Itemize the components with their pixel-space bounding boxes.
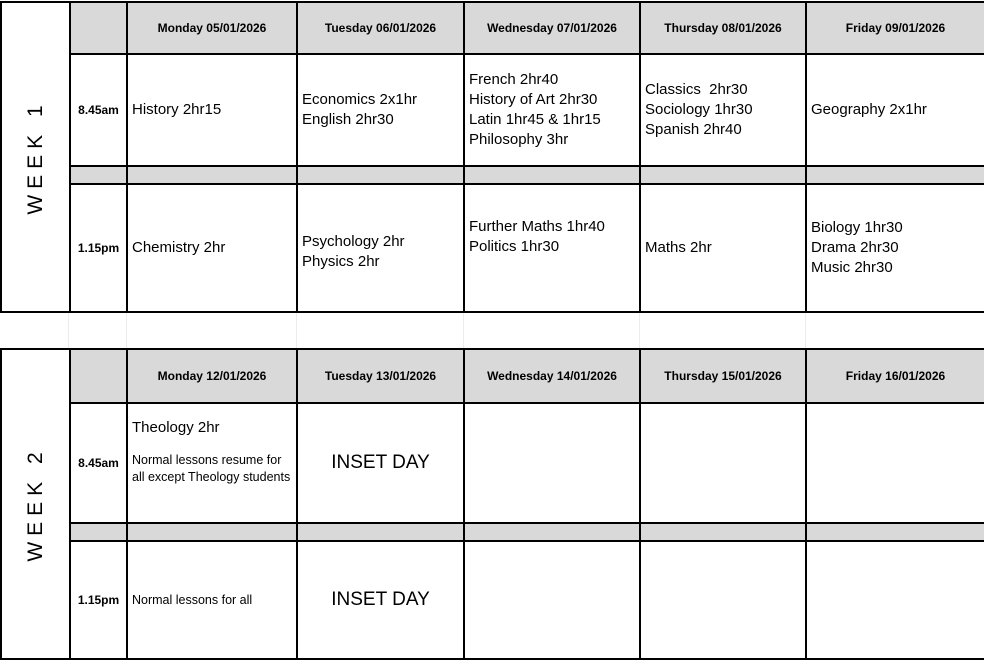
week1-wed-pm (464, 184, 640, 312)
exam-entry: Chemistry 2hr (132, 239, 226, 256)
day-header: Friday 16/01/2026 (806, 349, 984, 403)
day-header: Wednesday 14/01/2026 (464, 349, 640, 403)
week2-corner (70, 349, 127, 403)
week2-wed-am (464, 403, 640, 523)
week1-tue-am (297, 54, 464, 166)
time-slot-am: 8.45am (70, 54, 127, 166)
lesson-note: Normal lessons for all (132, 592, 253, 607)
time-slot-pm: 1.15pm (70, 184, 127, 312)
exam-entry: History of Art 2hr30 (469, 91, 598, 108)
exam-entry: Theology 2hr (132, 419, 220, 436)
lesson-note: Normal lessons resume for all except Theology students (132, 453, 291, 484)
exam-entry: Economics 2x1hr (302, 91, 418, 108)
week1-corner (70, 2, 127, 54)
week1-thu-am (640, 54, 806, 166)
week1-mon-am (127, 54, 297, 166)
week1-mon-pm (127, 184, 297, 312)
week2-wed-pm (464, 541, 640, 659)
exam-entry: Biology 1hr30 (811, 219, 903, 236)
lunch-gap (464, 523, 640, 541)
exam-entry: Geography 2x1hr (811, 101, 927, 118)
lunch-gap (127, 166, 297, 184)
exam-entry: Maths 2hr (645, 239, 712, 256)
week1-label-text: WEEK 1 (23, 99, 47, 215)
exam-entry: Psychology 2hr (302, 233, 405, 250)
lunch-gap (70, 166, 127, 184)
lunch-gap (127, 523, 297, 541)
week1-tue-pm (297, 184, 464, 312)
exam-entry: Music 2hr30 (811, 259, 893, 276)
exam-entry: Sociology 1hr30 (645, 101, 753, 118)
exam-entry: Latin 1hr45 & 1hr15 (469, 111, 601, 128)
exam-entry: Philosophy 3hr (469, 131, 569, 148)
exam-entry: History 2hr15 (132, 101, 222, 118)
day-header: Friday 09/01/2026 (806, 2, 984, 54)
exam-entry: Further Maths 1hr40 (469, 218, 605, 235)
exam-entry: French 2hr40 (469, 71, 559, 88)
week1-timetable (0, 1, 984, 313)
day-header: Tuesday 13/01/2026 (297, 349, 464, 403)
week1-fri-am (806, 54, 984, 166)
week-spacer (0, 313, 984, 348)
day-header: Thursday 15/01/2026 (640, 349, 806, 403)
lunch-gap (464, 166, 640, 184)
exam-entry: Physics 2hr (302, 253, 380, 270)
time-slot-pm: 1.15pm (70, 541, 127, 659)
week1-thu-pm (640, 184, 806, 312)
week2-mon-am (127, 403, 297, 523)
lunch-gap (70, 523, 127, 541)
exam-entry: Spanish 2hr40 (645, 121, 742, 138)
day-header: Monday 05/01/2026 (127, 2, 297, 54)
exam-entry: English 2hr30 (302, 111, 394, 128)
week2-thu-am (640, 403, 806, 523)
week1-label (1, 2, 70, 312)
day-header: Tuesday 06/01/2026 (297, 2, 464, 54)
day-header: Monday 12/01/2026 (127, 349, 297, 403)
week2-mon-pm (127, 541, 297, 659)
week2-label (1, 349, 70, 659)
day-header: Wednesday 07/01/2026 (464, 2, 640, 54)
week2-fri-pm (806, 541, 984, 659)
exam-entry: Drama 2hr30 (811, 239, 899, 256)
time-slot-am: 8.45am (70, 403, 127, 523)
lunch-gap (640, 523, 806, 541)
week2-timetable (0, 348, 984, 660)
lunch-gap (806, 166, 984, 184)
lunch-gap (806, 523, 984, 541)
week1-wed-am (464, 54, 640, 166)
week2-label-text: WEEK 2 (23, 446, 47, 562)
week1-fri-pm (806, 184, 984, 312)
inset-day: INSET DAY (297, 541, 464, 659)
exam-entry: Politics 1hr30 (469, 238, 560, 255)
lunch-gap (297, 523, 464, 541)
week2-thu-pm (640, 541, 806, 659)
day-header: Thursday 08/01/2026 (640, 2, 806, 54)
week2-fri-am (806, 403, 984, 523)
lunch-gap (640, 166, 806, 184)
exam-entry: Classics 2hr30 (645, 81, 748, 98)
inset-day: INSET DAY (297, 403, 464, 523)
lunch-gap (297, 166, 464, 184)
